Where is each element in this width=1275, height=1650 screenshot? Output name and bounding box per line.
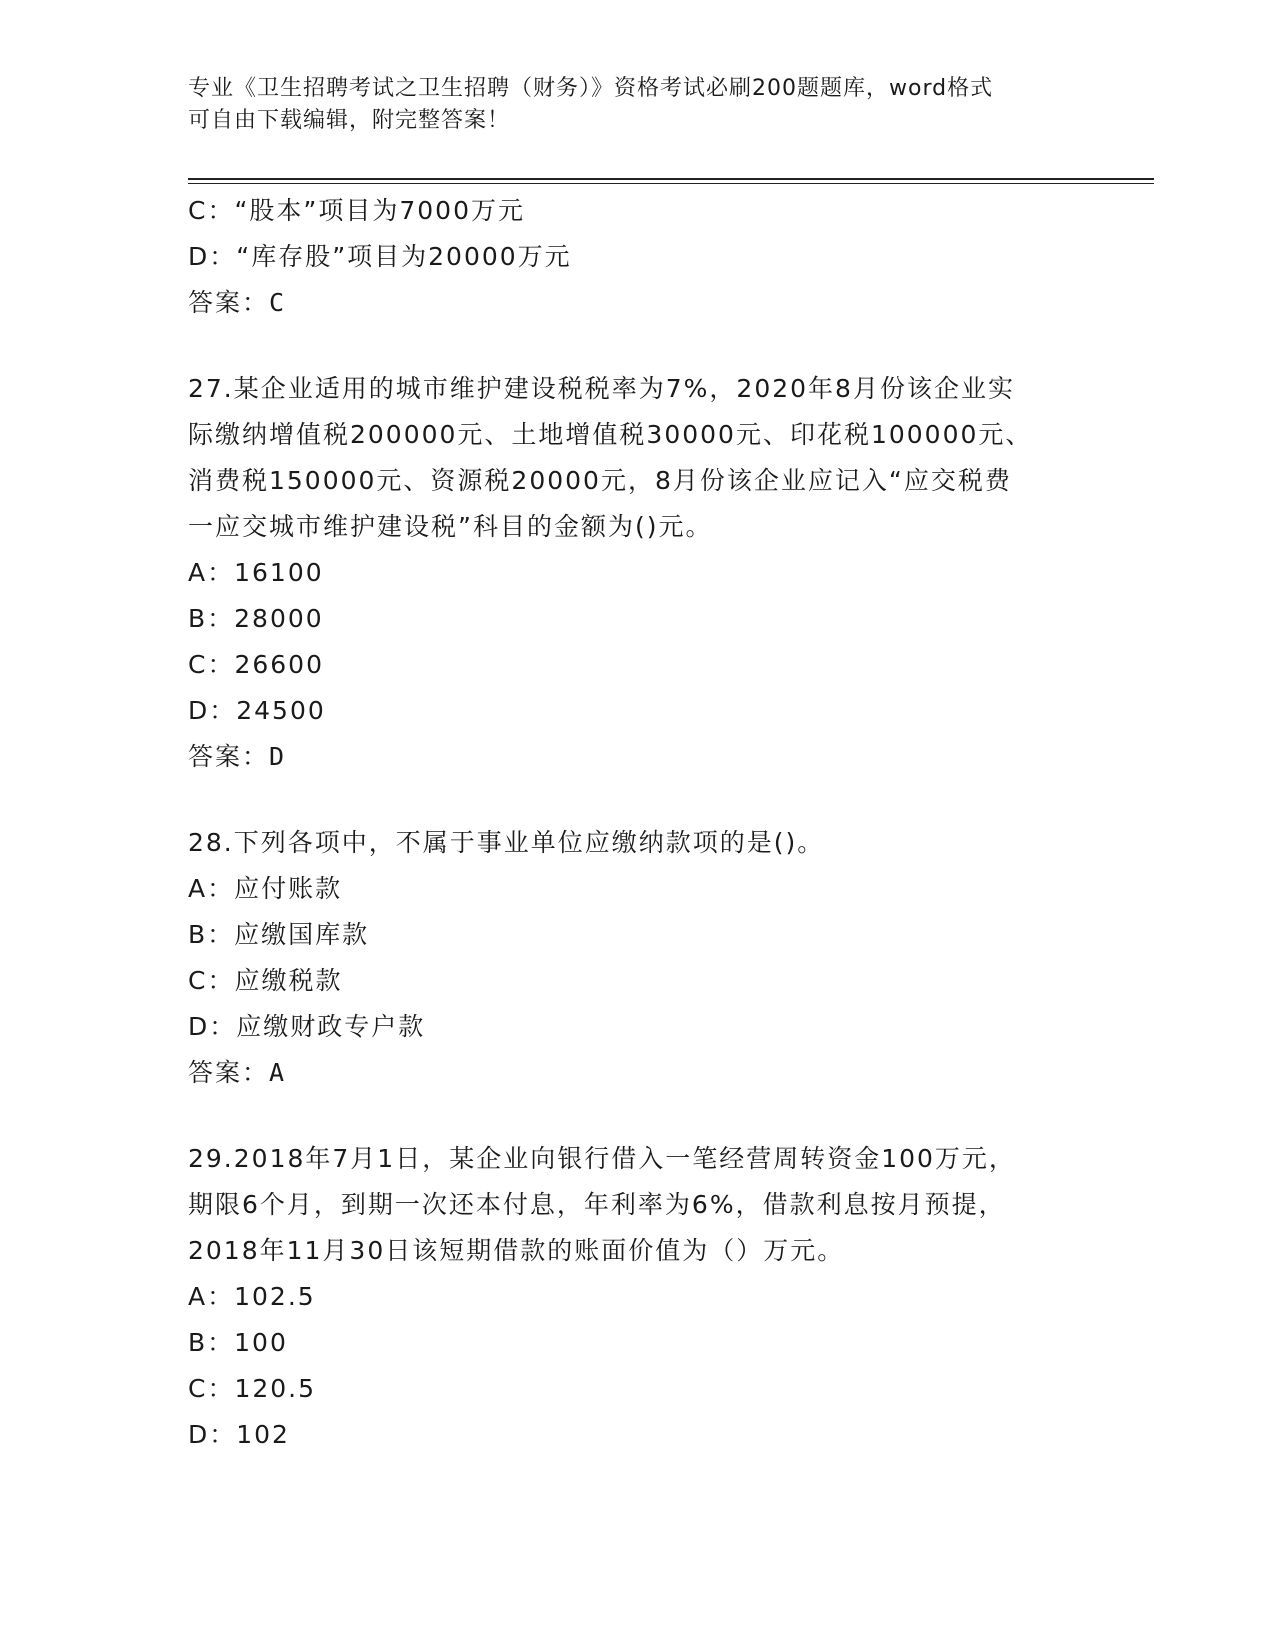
option-d: D：24500: [188, 696, 326, 725]
question-stem-line: 一应交城市维护建设税”科目的金额为()元。: [188, 512, 713, 541]
option-a: A：102.5: [188, 1282, 316, 1311]
option-d: D：应缴财政专户款: [188, 1012, 426, 1041]
question-stem-line: 29.2018年7月1日，某企业向银行借入一笔经营周转资金100万元，: [188, 1144, 1016, 1173]
answer-line: [188, 280, 1088, 326]
option-d: D：102: [188, 1420, 290, 1449]
answer-value: A: [269, 1058, 287, 1087]
answer-line: [188, 1050, 1088, 1096]
option-c: C：“股本”项目为7000万元: [188, 196, 525, 225]
answer-label: 答案：: [188, 288, 270, 317]
question-28: [188, 820, 1088, 1096]
header-rule-thin: [188, 183, 1154, 184]
document-header: [188, 73, 1068, 137]
header-rule-thick: [188, 178, 1154, 180]
option-b: B：应缴国库款: [188, 920, 370, 949]
option-c: C：应缴税款: [188, 966, 343, 995]
question-stem-line: 2018年11月30日该短期借款的账面价值为（）万元。: [188, 1236, 845, 1265]
question-27: [188, 366, 1088, 780]
question-stem-line: 消费税150000元、资源税20000元，8月份该企业应记入“应交税费: [188, 466, 1012, 495]
option-b: B：28000: [188, 604, 324, 633]
document-body: [188, 188, 1088, 1458]
header-line-1: 专业《卫生招聘考试之卫生招聘（财务）》资格考试必刷200题题库，word格式: [188, 76, 994, 101]
header-line-2: 可自由下载编辑，附完整答案！: [188, 108, 511, 133]
answer-label: 答案：: [188, 742, 270, 771]
option-b: B：100: [188, 1328, 288, 1357]
question-29: [188, 1136, 1088, 1458]
answer-label: 答案：: [188, 1058, 270, 1087]
question-stem-line: 期限6个月，到期一次还本付息，年利率为6%，借款利息按月预提，: [188, 1190, 1006, 1219]
option-a: A：应付账款: [188, 874, 343, 903]
option-d: D：“库存股”项目为20000万元: [188, 242, 572, 271]
answer-line: [188, 734, 1088, 780]
question-stem-line: 27.某企业适用的城市维护建设税税率为7%，2020年8月份该企业实: [188, 374, 1015, 403]
prev-question-tail: [188, 188, 1088, 326]
option-a: A：16100: [188, 558, 324, 587]
answer-value: C: [269, 288, 287, 317]
option-c: C：26600: [188, 650, 324, 679]
answer-value: D: [269, 742, 287, 771]
option-c: C：120.5: [188, 1374, 317, 1403]
question-stem-line: 28.下列各项中，不属于事业单位应缴纳款项的是()。: [188, 828, 825, 857]
question-stem-line: 际缴纳增值税200000元、土地增值税30000元、印花税100000元、: [188, 420, 1033, 449]
